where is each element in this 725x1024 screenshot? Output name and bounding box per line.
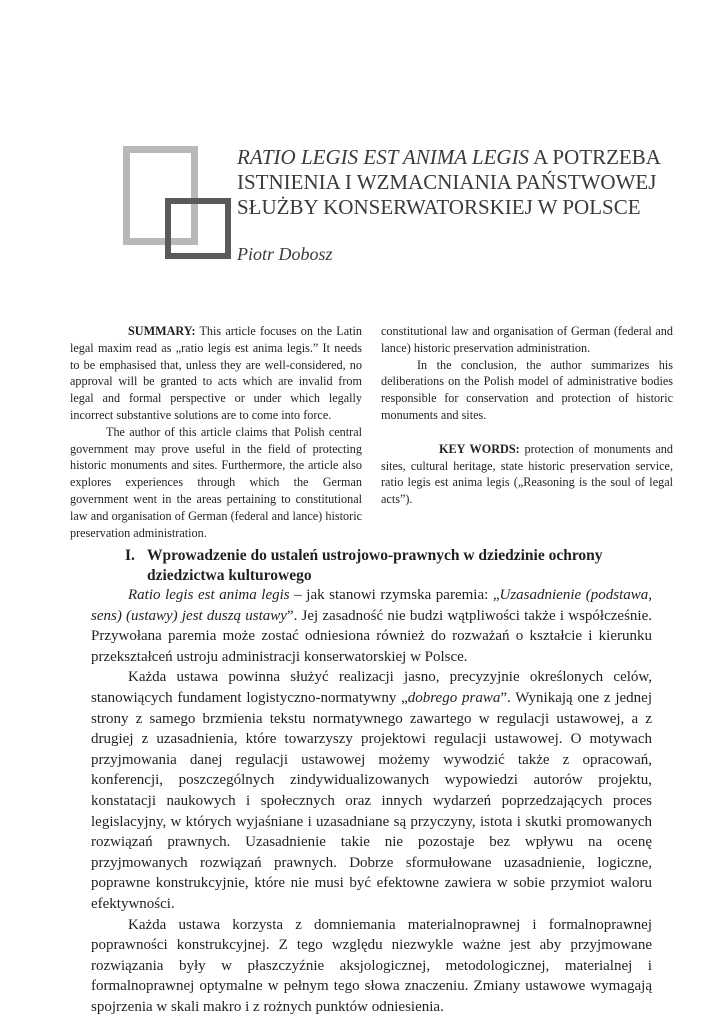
section-title-line-2: dziedzictwa kulturowego [147,567,312,584]
summary-paragraph-1: SUMMARY: This article focuses on the Latin legal maxim read as „ratio legis est anima legis.” It needs to be emphasised that, unless they are well-considered, no approval will be granted to acts which are invalid from legal and formal perspective or under which legally incorrect substantive solutions are to come into force. [70,324,362,422]
summary-paragraph-2-continued: constitutional law and organisation of German (federal and lance) historic preservation administration. [381,324,673,355]
keywords-paragraph: KEY WORDS: protection of monuments and sites, cultural heritage, state historic preservation service, ratio legis est anima legis („Reasoning is the soul of legal acts”). [381,441,673,507]
summary-paragraph-3: In the conclusion, the author summarizes his deliberations on the Polish model of administrative bodies responsible for conservation and protection of historic monuments and sites. [381,357,673,422]
article-title [237,145,677,220]
body-text [91,585,652,1017]
body-paragraph-1: Ratio legis est anima legis – jak stanowi rzymska paremia: „Uzasadnienie (podstawa, sens) (ustawy) jest duszą ustawy”. Jej zasadność nie budzi wątpliwości także i współcześnie. Przywołana paremia może zostać odniesiona również do rozważań o kształcie i kierunku przekształceń ustroju administracji konserwatorskiej w Polsce. [91,587,652,665]
logo-inner-square [165,198,231,259]
body-paragraph-3: Każda ustawa korzysta z domniemania materialnoprawnej i formalnoprawnej poprawności konstrukcyjnej. Z tego względu niezwykle ważne jest aby przyjmowane rozwiązania były w płaszczyźnie aksjologicznej, metodologicznej, materialnej i formalnoprawnej optymalne w pełnym tego słowa znaczeniu. Zmiany ustawowe wymagają spojrzenia w skali makro i z rożnych punktów odniesienia. [91,916,652,1015]
author-name: Piotr Dobosz [237,244,333,264]
title-latin: RATIO LEGIS EST ANIMA LEGIS [237,145,530,169]
keywords-label: KEY WORDS: [439,441,520,456]
abstract-right-column [381,323,673,508]
body-paragraph-2: Każda ustawa powinna służyć realizacji jasno, precyzyjnie określonych celów, stanowiących fundament logistyczno-normatywny „dobrego prawa”. Wynikają one z jednej strony z samego brzmienia tekstu normatywnego zawartego w regulacji ustawowej, a z drugiej z uzasadnienia, które towarzyszy projektowi regulacji ustawowej. O motywach przyjmowania danej regulacji ustawowej możemy wywodzić także z opracowań, konferencji, poszczególnych zindywidualizowanych wypowiedzi autorów projektu, konstatacji naukowych i społecznych oraz innych wydarzeń poprzedzających proces legislacyjny, w których wyjaśniane i uzasadniane są przyczyny, istota i skutki promowanych rozwiązań prawnych. Uzasadnienie takie nie pozostaje bez wpływu na ocenę przyjmowanych rozwiązań prawnych. Dobrze sformułowane uzasadnienie, logiczne, poprawne konstrukcyjnie, które nie musi być efektowne zawiera w sobie przymiot waloru efektywności. [91,669,652,912]
section-number: I. [125,547,135,564]
section-heading [125,546,665,586]
abstract-left-column [70,323,362,540]
summary-label: SUMMARY: [128,324,196,338]
title-polish: A POTRZEBA ISTNIENIA I WZMACNIANIA PAŃSTWOWEJ SŁUŻBY KONSERWATORSKIEJ W POLSCE [237,145,660,219]
section-title-line-1: Wprowadzenie do ustaleń ustrojowo-prawnych w dziedzinie ochrony [147,547,603,564]
summary-paragraph-2: The author of this article claims that Polish central government may prove useful in the field of protecting historic monuments and sites. Furthermore, the article also explores experiences through which the German government went in the areas pertaining to constitutional law and organisation of German (federal and lance) historic preservation administration. [70,424,362,540]
